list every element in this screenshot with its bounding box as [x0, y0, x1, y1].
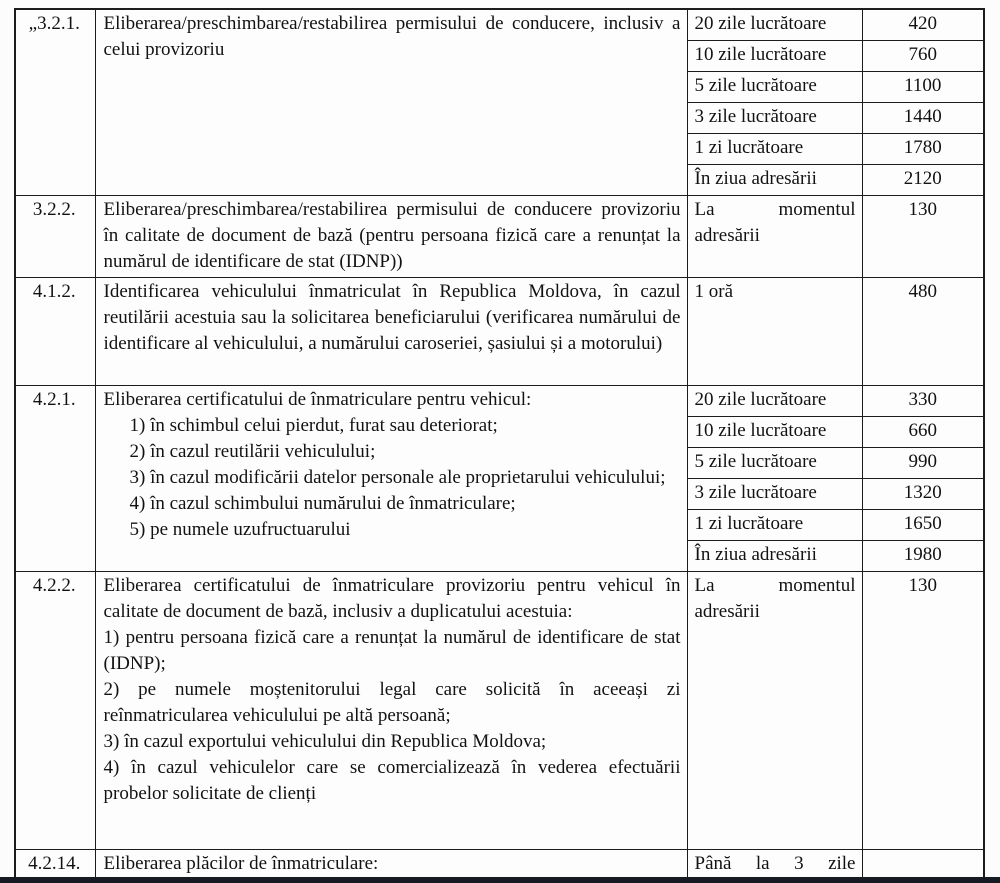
row-code-cell: 4.2.1. [15, 385, 95, 571]
window-bottom-edge [0, 877, 1000, 883]
table-row [15, 571, 984, 849]
price-cell: 1650 [862, 509, 984, 540]
row-description-item: 1) în schimbul celui pierdut, furat sau deteriorat; [129, 414, 498, 436]
row-code-cell: 4.2.2. [15, 571, 95, 849]
row-description-item: 2) în cazul reutilării vehiculului; [129, 440, 376, 462]
row-description-text: Eliberarea plăcilor de înmatriculare: [103, 852, 379, 874]
price-cell: 130 [862, 195, 984, 277]
row-description-text: Eliberarea/preschimbarea/restabilirea permisului de conducere, inclusiv a celui provizoriu [103, 13, 681, 60]
row-description-cell [95, 277, 687, 385]
term-cell: 5 zile lucrătoare [687, 71, 862, 102]
price-cell: 480 [862, 277, 984, 385]
term-cell: 5 zile lucrătoare [687, 447, 862, 478]
price-cell: 420 [862, 9, 984, 40]
price-cell: 660 [862, 416, 984, 447]
term-cell: În ziua adresării [687, 164, 862, 195]
price-cell: 1440 [862, 102, 984, 133]
term-cell: 20 zile lucrătoare [687, 385, 862, 416]
price-cell: 1780 [862, 133, 984, 164]
row-description-cell [95, 9, 687, 195]
table-row [15, 9, 984, 40]
term-cell: 10 zile lucrătoare [687, 416, 862, 447]
row-description-item: 5) pe numele uzufructuarului [129, 518, 351, 540]
term-cell: La momentul adresării [687, 571, 862, 849]
price-cell: 760 [862, 40, 984, 71]
term-cell: 1 zi lucrătoare [687, 509, 862, 540]
price-cell: 1320 [862, 478, 984, 509]
row-description-item: 4) în cazul schimbului numărului de înmatriculare; [129, 492, 516, 514]
row-code-cell: 4.2.14. [15, 849, 95, 883]
price-cell: 2120 [862, 164, 984, 195]
row-description-cell [95, 195, 687, 277]
row-description-item: 1) pentru persoana fizică care a renunțat la numărul de identificare de stat (IDNP); [103, 626, 681, 674]
term-cell: 1 zi lucrătoare [687, 133, 862, 164]
row-description-text: Eliberarea/preschimbarea/restabilirea permisului de conducere provizoriu în calitate de document de bază (pentru persoana fizică care a renunțat la numărul de identificare de stat (IDNP)) [103, 198, 681, 272]
tariff-table-body [15, 9, 984, 883]
row-description-item: 3) în cazul modificării datelor personale ale proprietarului vehiculului; [129, 466, 666, 488]
row-description-text: Eliberarea certificatului de înmatriculare provizoriu pentru vehicul în calitate de document de bază, inclusiv a duplicatului acestuia: [103, 574, 681, 622]
table-row [15, 277, 984, 385]
row-description-item: 4) în cazul vehiculelor care se comercializează în vederea efectuării probelor solicitate de clienți [103, 756, 681, 804]
row-code-cell: 4.1.2. [15, 277, 95, 385]
term-cell: 10 zile lucrătoare [687, 40, 862, 71]
row-code-cell: 3.2.2. [15, 195, 95, 277]
row-description-cell [95, 571, 687, 849]
price-cell: 330 [862, 385, 984, 416]
row-description-cell [95, 385, 687, 571]
term-cell: La momentul adresării [687, 195, 862, 277]
price-cell: 1980 [862, 540, 984, 571]
row-description-item: 2) pe numele moștenitorului legal care solicită în aceeași zi reînmatricularea vehiculului pe altă persoană; [103, 678, 681, 726]
term-cell: 1 oră [687, 277, 862, 385]
row-code-cell: „3.2.1. [15, 9, 95, 195]
row-description-item: 3) în cazul exportului vehiculului din Republica Moldova; [103, 730, 547, 752]
tariff-table [14, 8, 985, 883]
term-cell: În ziua adresării [687, 540, 862, 571]
row-description-text: Identificarea vehiculului înmatriculat în Republica Moldova, în cazul reutilării acestuia sau la solicitarea beneficiarului (verificarea numărului de identificare al vehiculului, a numărului caroseriei, șasiului și a motorului) [103, 280, 681, 354]
term-cell: 20 zile lucrătoare [687, 9, 862, 40]
price-cell: 1100 [862, 71, 984, 102]
price-cell: 990 [862, 447, 984, 478]
price-cell: 130 [862, 571, 984, 849]
term-cell: 3 zile lucrătoare [687, 102, 862, 133]
term-cell: 3 zile lucrătoare [687, 478, 862, 509]
term-cell: Până la 3 zile [687, 849, 862, 883]
table-row [15, 195, 984, 277]
table-row [15, 385, 984, 416]
row-description-text: Eliberarea certificatului de înmatriculare pentru vehicul: [103, 388, 532, 410]
